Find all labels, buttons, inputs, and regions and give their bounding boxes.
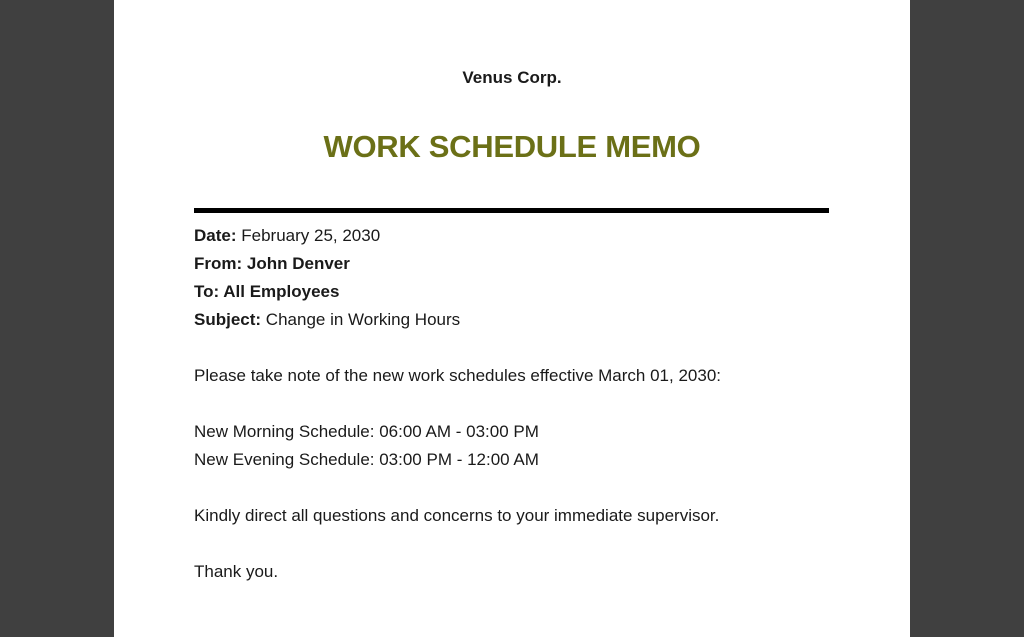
questions-paragraph: Kindly direct all questions and concerns to your immediate supervisor. xyxy=(194,506,720,525)
date-line xyxy=(194,225,380,247)
closing-line: Thank you. xyxy=(194,562,279,581)
evening-schedule: New Evening Schedule: 03:00 PM - 12:00 AM xyxy=(194,450,539,469)
memo-title: WORK SCHEDULE MEMO xyxy=(323,129,701,164)
to-text: To: All Employees xyxy=(194,282,340,301)
subject-label: Subject: xyxy=(194,310,262,329)
from-line xyxy=(194,253,350,275)
subject-value: Change in Working Hours xyxy=(265,310,461,329)
from-text: From: John Denver xyxy=(194,254,350,273)
title-divider xyxy=(194,208,829,213)
to-line xyxy=(194,281,339,303)
memo-page xyxy=(114,0,910,637)
date-value: February 25, 2030 xyxy=(241,226,381,245)
company-name: Venus Corp. xyxy=(462,68,562,87)
date-label: Date: xyxy=(194,226,237,245)
intro-paragraph: Please take note of the new work schedules effective March 01, 2030: xyxy=(194,366,721,385)
subject-line xyxy=(194,309,460,331)
morning-schedule: New Morning Schedule: 06:00 AM - 03:00 PM xyxy=(194,422,539,441)
